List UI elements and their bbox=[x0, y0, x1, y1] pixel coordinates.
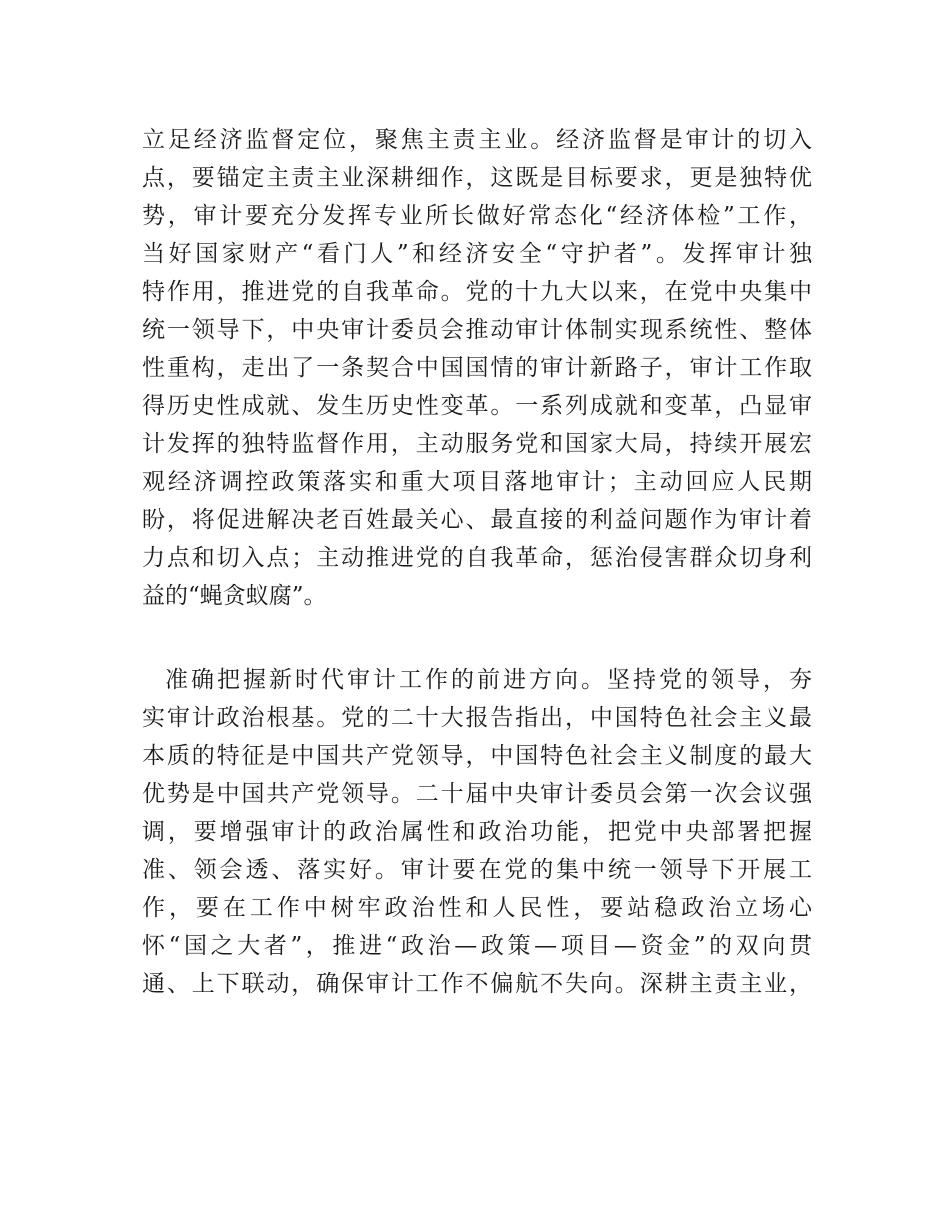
paragraph-line: 调，要增强审计的政治属性和政治功能，把党中央部署把握 bbox=[142, 819, 812, 845]
paragraph-line: 观经济调控政策落实和重大项目落地审计；主动回应人民期 bbox=[142, 469, 812, 495]
paragraph-line: 性重构，走出了一条契合中国国情的审计新路子，审计工作取 bbox=[142, 355, 812, 381]
paragraph-line: 当好国家财产“看门人”和经济安全“守护者”。发挥审计独 bbox=[142, 241, 812, 267]
paragraph-line: 得历史性成就、发生历史性变革。一系列成就和变革，凸显审 bbox=[142, 393, 812, 419]
paragraph-line: 力点和切入点；主动推进党的自我革命，惩治侵害群众切身利 bbox=[142, 545, 812, 571]
paragraph-line: 势，审计要充分发挥专业所长做好常态化“经济体检”工作， bbox=[142, 203, 812, 229]
paragraph-line: 特作用，推进党的自我革命。党的十九大以来，在党中央集中 bbox=[142, 279, 812, 305]
paragraph-line: 准确把握新时代审计工作的前进方向。坚持党的领导，夯 bbox=[165, 667, 812, 693]
paragraph-line: 计发挥的独特监督作用，主动服务党和国家大局，持续开展宏 bbox=[142, 431, 812, 457]
paragraph-line: 立足经济监督定位，聚焦主责主业。经济监督是审计的切入 bbox=[142, 127, 812, 153]
paragraph-line: 实审计政治根基。党的二十大报告指出，中国特色社会主义最 bbox=[142, 705, 812, 731]
paragraph-line: 益的“蝇贪蚁腐”。 bbox=[142, 583, 327, 609]
paragraph-line: 怀“国之大者”，推进“政治—政策—项目—资金”的双向贯 bbox=[142, 933, 812, 959]
paragraph-line: 优势是中国共产党领导。二十届中央审计委员会第一次会议强 bbox=[142, 781, 812, 807]
paragraph-2 bbox=[142, 661, 812, 1003]
paragraph-line: 盼，将促进解决老百姓最关心、最直接的利益问题作为审计着 bbox=[142, 507, 812, 533]
paragraph-line: 准、领会透、落实好。审计要在党的集中统一领导下开展工 bbox=[142, 857, 812, 883]
paragraph-line: 通、上下联动，确保审计工作不偏航不失向。深耕主责主业， bbox=[142, 971, 812, 997]
paragraph-line: 统一领导下，中央审计委员会推动审计体制实现系统性、整体 bbox=[142, 317, 812, 343]
paragraph-line: 本质的特征是中国共产党领导，中国特色社会主义制度的最大 bbox=[142, 743, 812, 769]
paragraph-line: 点，要锚定主责主业深耕细作，这既是目标要求，更是独特优 bbox=[142, 165, 812, 191]
paragraph-1 bbox=[142, 121, 812, 615]
paragraph-line: 作，要在工作中树牢政治性和人民性，要站稳政治立场心 bbox=[142, 895, 812, 921]
